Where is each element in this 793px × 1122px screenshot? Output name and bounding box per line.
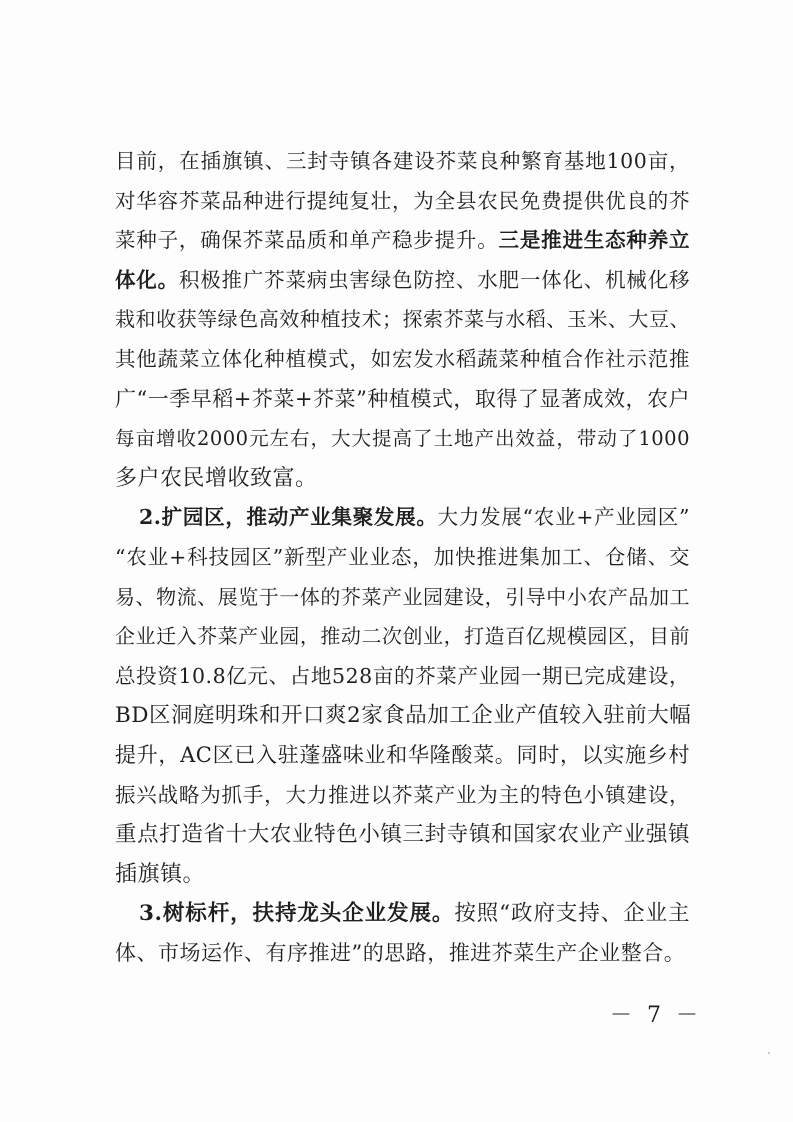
text-line: 提升，AC区已入驻蓬盛味业和华隆酸菜。同时，以实施乡村 [115, 742, 690, 767]
text-line: 多户农民增收致富。 [115, 465, 318, 491]
text-line: 重点打造省十大农业特色小镇三封寺镇和国家农业产业强镇 [115, 822, 690, 848]
bold-heading: 体化。 [115, 267, 179, 292]
text-line: 插旗镇。 [115, 861, 206, 887]
text-span: 积极推广芥菜病虫害绿色防控、水肥一体化、机械化移 [178, 267, 691, 292]
text-line: 对华容芥菜品种进行提纯复壮，为全县农民免费提供优良的芥 [115, 188, 690, 213]
text-line: 栽和收获等绿色高效种植技术；探索芥菜与水稻、玉米、大豆、 [115, 307, 690, 332]
section-heading: 2.扩园区，推动产业集聚发展。 [139, 505, 438, 530]
text-line: 易、物流、展览于一体的芥菜产业园建设，引导中小农产品加工 [115, 584, 690, 609]
text-span: 大力发展“农业+产业园区” [437, 505, 690, 530]
page-number: － 7 － [610, 1003, 702, 1028]
text-line [115, 221, 690, 261]
body-text [115, 142, 690, 973]
text-line: 每亩增收2000元左右，大大提高了土地产出效益，带动了1000 [115, 427, 690, 451]
text-line: 其他蔬菜立体化种植模式，如宏发水稻蔬菜种植合作社示范推 [115, 346, 690, 371]
section-heading: 3.树标杆，扶持龙头企业发展。 [139, 901, 455, 927]
text-line: 振兴战略为抓手，大力推进以芥菜产业为主的特色小镇建设， [115, 782, 690, 807]
text-line [115, 894, 690, 934]
text-line: BD区洞庭明珠和开口爽2家食品加工企业产值较入驻前大幅 [115, 703, 692, 729]
text-line: 总投资10.8亿元、占地528亩的芥菜产业园一期已完成建设， [115, 663, 690, 688]
text-line: 广“一季早稻+芥菜+芥菜”种植模式，取得了显著成效，农户 [115, 386, 690, 411]
text-line: 体、市场运作、有序推进”的思路，推进芥菜生产企业整合。 [115, 940, 686, 965]
text-line: “农业+科技园区”新型产业业态，加快推进集加工、仓储、交 [115, 544, 690, 569]
bold-heading: 三是推进生态种养立 [498, 228, 691, 253]
text-line [115, 498, 690, 538]
text-line [115, 261, 690, 301]
scan-speck [768, 1052, 770, 1054]
text-span: 菜种子，确保芥菜品质和单产稳步提升。 [115, 228, 499, 253]
text-line: 目前，在插旗镇、三封寺镇各建设芥菜良种繁育基地100亩， [115, 149, 690, 173]
text-line: 企业迁入芥菜产业园，推动二次创业，打造百亿规模园区，目前 [115, 624, 690, 649]
text-span: 按照“政府支持、企业主 [454, 901, 690, 927]
